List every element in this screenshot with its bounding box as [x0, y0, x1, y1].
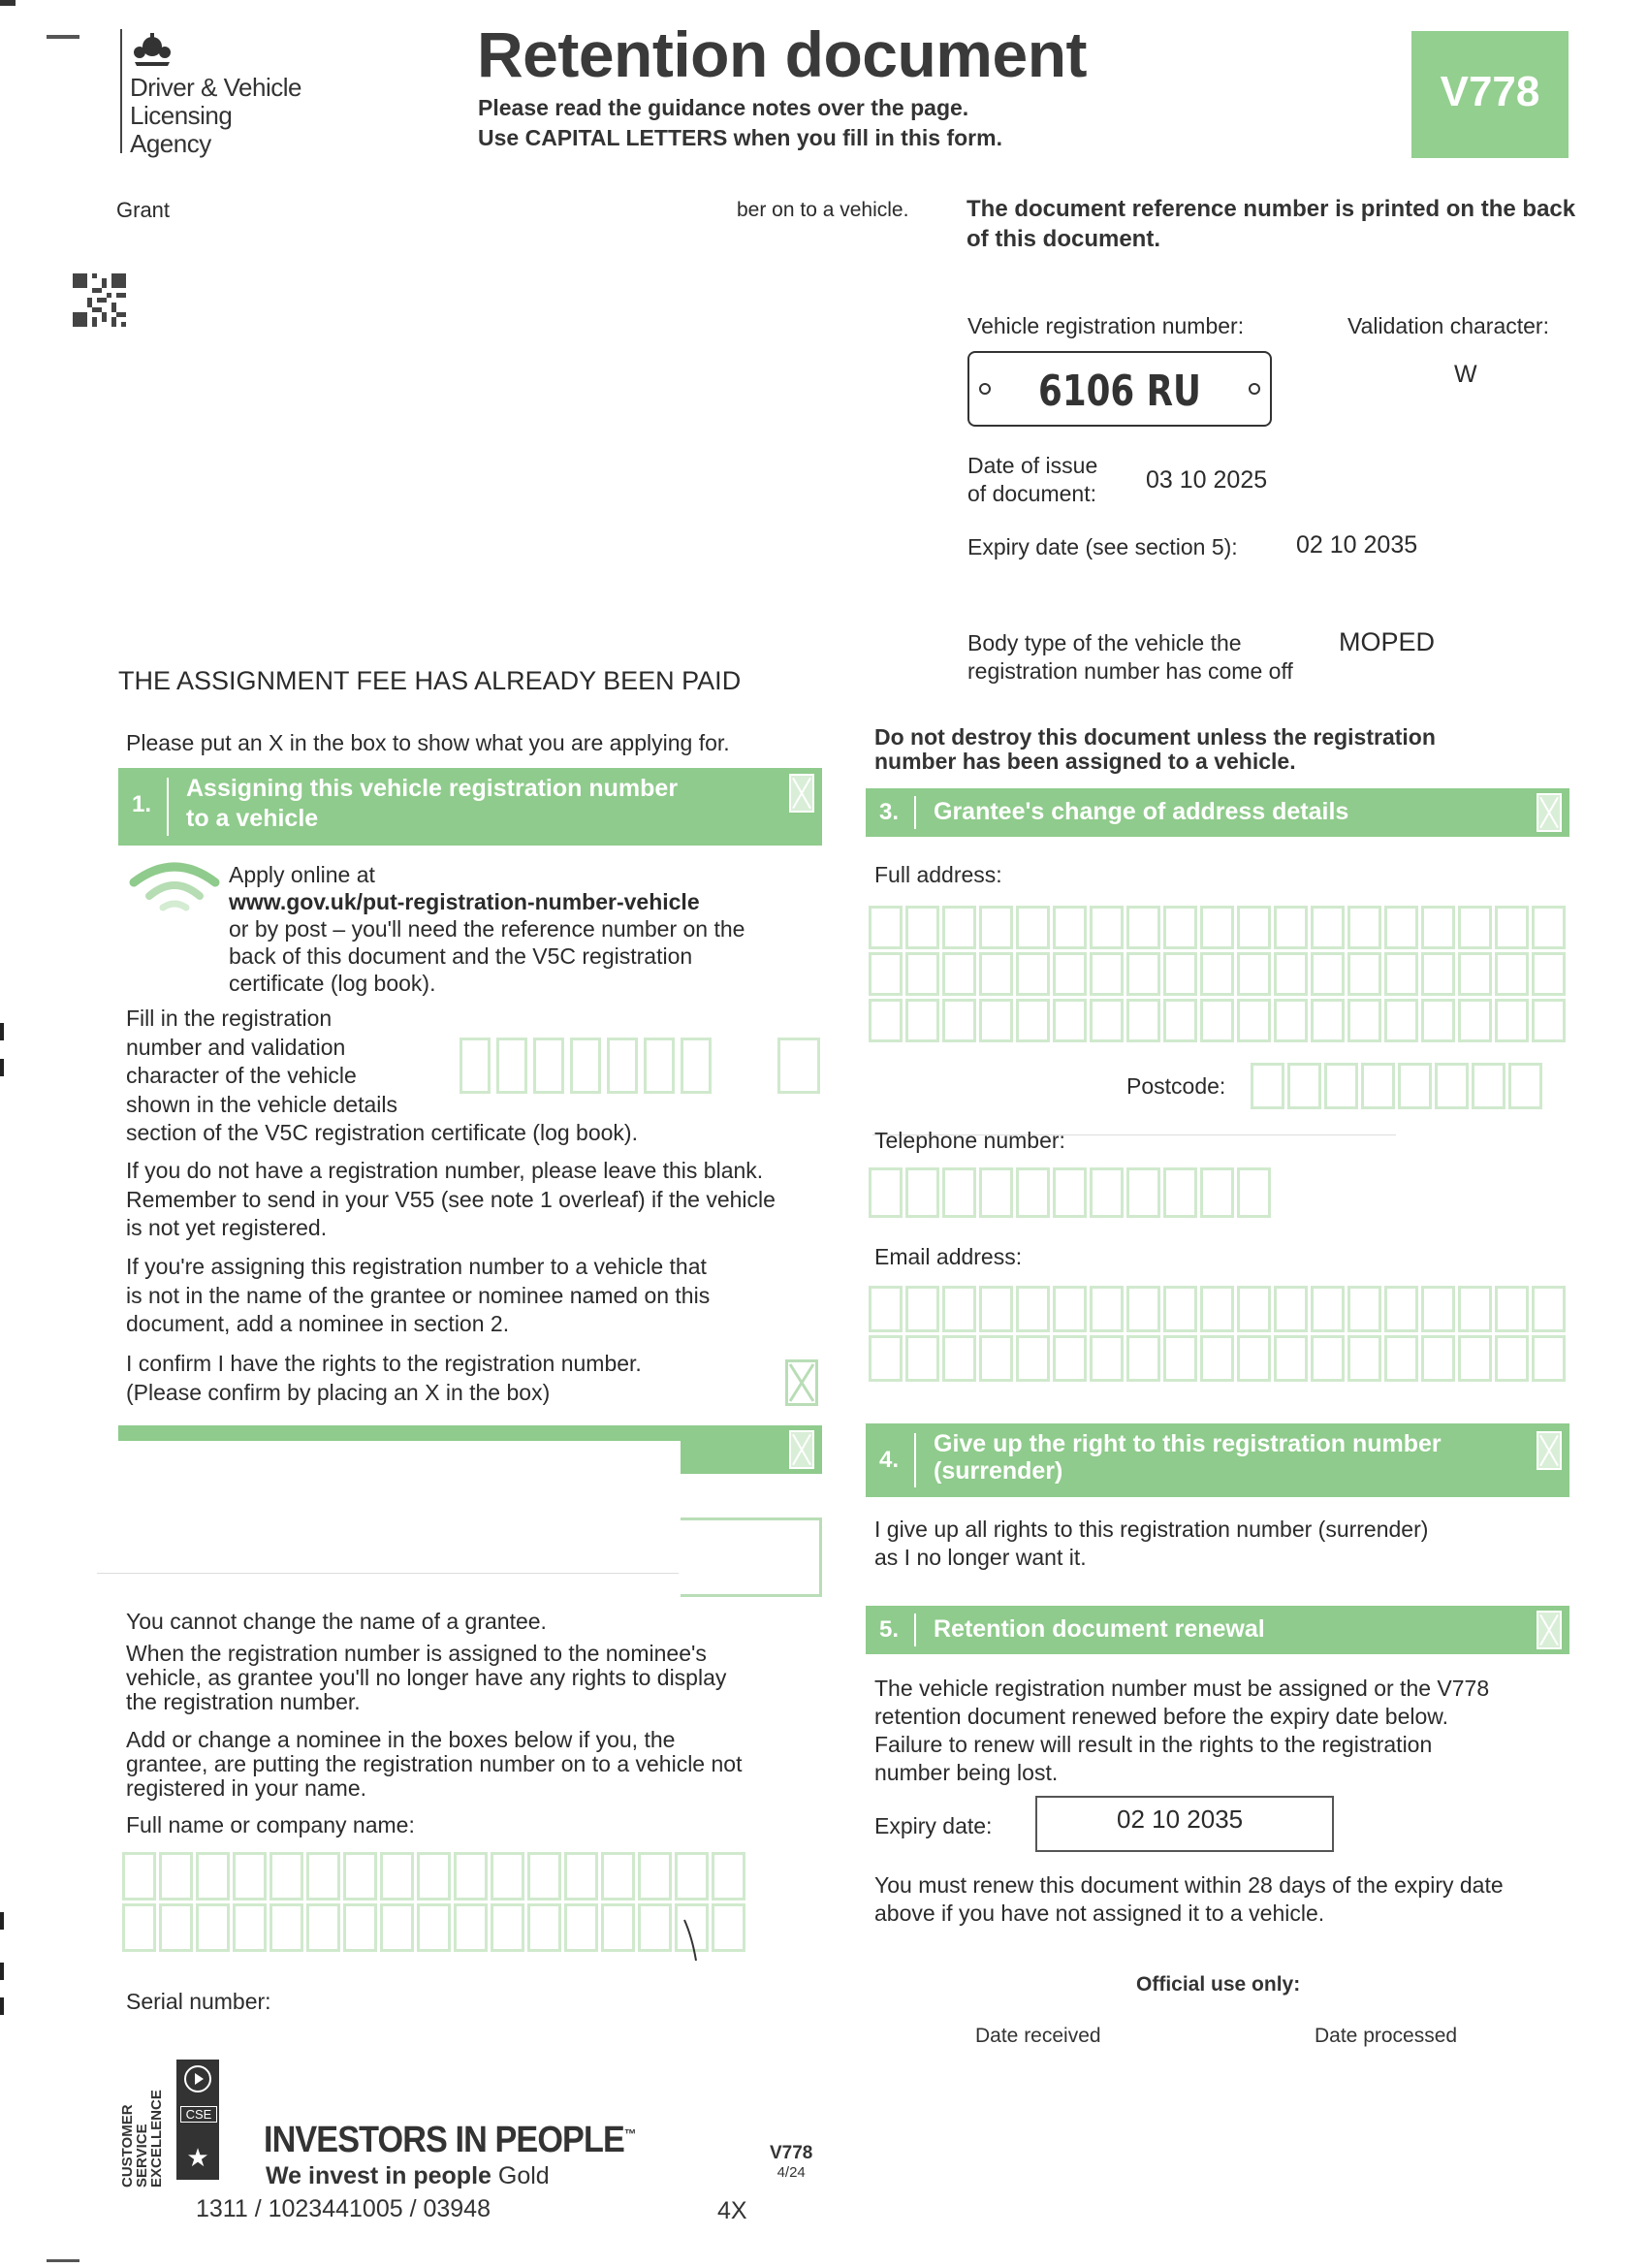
scan-edge-mark [47, 35, 79, 39]
name-char-box[interactable] [675, 1852, 709, 1901]
applying-instruction: Please put an X in the box to show what you are applying for. [126, 730, 730, 755]
address-char-box[interactable] [1384, 999, 1418, 1042]
phone-digit-box[interactable] [1016, 1167, 1050, 1218]
star-icon: ★ [186, 2143, 209, 2172]
email-char-box[interactable] [1458, 1286, 1492, 1332]
full-name-grid[interactable] [122, 1852, 745, 1952]
iip-subtitle: We invest in people Gold [266, 2162, 550, 2189]
pen-mark [682, 1918, 700, 1963]
name-char-box[interactable] [454, 1852, 488, 1901]
email-char-box[interactable] [1126, 1286, 1160, 1332]
address-char-box[interactable] [1126, 999, 1160, 1042]
name-char-box[interactable] [417, 1903, 451, 1952]
address-char-box[interactable] [905, 906, 939, 949]
section-title: Retention document renewal [934, 1615, 1265, 1643]
address-char-box[interactable] [1053, 999, 1087, 1042]
name-char-box[interactable] [122, 1903, 156, 1952]
scan-corner-mark [0, 0, 16, 6]
address-char-box[interactable] [1532, 999, 1566, 1042]
address-char-box[interactable] [869, 906, 903, 949]
email-char-box[interactable] [1126, 1335, 1160, 1382]
name-char-box[interactable] [601, 1852, 635, 1901]
validation-character: W [1454, 361, 1477, 388]
date-processed-label: Date processed [1315, 2025, 1458, 2047]
address-char-box[interactable] [1016, 952, 1050, 996]
section-number: 4. [879, 1447, 900, 1473]
email-char-box[interactable] [942, 1286, 976, 1332]
name-char-box[interactable] [638, 1903, 672, 1952]
email-label: Email address: [874, 1244, 1023, 1269]
address-char-box[interactable] [1090, 906, 1124, 949]
name-char-box[interactable] [343, 1852, 377, 1901]
email-char-box[interactable] [1347, 1335, 1381, 1382]
form-code: V778 [1440, 68, 1540, 115]
address-char-box[interactable] [905, 999, 939, 1042]
online-signal-icon [128, 859, 221, 915]
logo-divider [120, 29, 122, 153]
scan-edge-mark [0, 1963, 4, 1980]
email-char-box[interactable] [1163, 1286, 1197, 1332]
scan-edge-mark [47, 2259, 79, 2262]
name-char-box[interactable] [159, 1852, 193, 1901]
address-char-box[interactable] [1200, 906, 1234, 949]
email-char-box[interactable] [905, 1286, 939, 1332]
email-char-box[interactable] [1163, 1335, 1197, 1382]
full-name-label: Full name or company name: [126, 1812, 415, 1837]
section-2-checkbox[interactable] [789, 1430, 814, 1469]
email-char-box[interactable] [979, 1286, 1013, 1332]
serial-number-label: Serial number: [126, 1989, 271, 2014]
issue-date-label: Date of issue of document: [967, 453, 1098, 506]
postcode-label: Postcode: [1126, 1073, 1226, 1099]
name-char-box[interactable] [417, 1852, 451, 1901]
section-title: Give up the right to this registration number (surrender) [934, 1430, 1442, 1485]
section-1-checkbox[interactable] [789, 774, 814, 813]
no-registration-note: If you do not have a registration number, please leave this blank. Remember to send in your V55 (see note 1 overleaf) if the vehicle is not yet registered. [126, 1158, 776, 1240]
surrender-statement: I give up all rights to this registration number (surrender) as I no longer want it. [874, 1517, 1429, 1570]
email-char-box[interactable] [1237, 1335, 1271, 1382]
email-char-box[interactable] [905, 1335, 939, 1382]
telephone-label: Telephone number: [874, 1128, 1065, 1153]
section-title: Assigning this vehicle registration number to a vehicle [186, 775, 679, 832]
guidance-note: Please read the guidance notes over the page. [478, 95, 969, 120]
confirm-rights-checkbox[interactable] [785, 1359, 818, 1406]
reg-char-box[interactable] [570, 1038, 601, 1094]
must-renew-note: You must renew this document within 28 days of the expiry date above if you have not assigned it to a vehicle. [874, 1872, 1504, 1926]
name-char-box[interactable] [122, 1852, 156, 1901]
address-char-box[interactable] [1200, 952, 1234, 996]
name-char-box[interactable] [712, 1852, 745, 1901]
section-divider [914, 1433, 916, 1487]
do-not-destroy-note: Do not destroy this document unless the registration number has been assigned to a vehicle. [874, 724, 1436, 774]
name-char-box[interactable] [380, 1903, 414, 1952]
address-char-box[interactable] [1458, 952, 1492, 996]
name-char-box[interactable] [454, 1903, 488, 1952]
form-version: V778 4/24 [770, 2143, 813, 2181]
address-char-box[interactable] [1126, 952, 1160, 996]
address-char-box[interactable] [1311, 999, 1345, 1042]
iip-title: INVESTORS IN PEOPLE™ [264, 2120, 636, 2160]
add-nominee-note: Add or change a nominee in the boxes below if you, the grantee, are putting the registration number on to a vehicle not registered in your name. [126, 1727, 743, 1801]
address-char-box[interactable] [1200, 999, 1234, 1042]
address-char-box[interactable] [979, 999, 1013, 1042]
name-char-box[interactable] [306, 1852, 340, 1901]
email-char-box[interactable] [1421, 1335, 1455, 1382]
name-char-box[interactable] [269, 1903, 303, 1952]
confirm-rights-text: I confirm I have the rights to the registration number. (Please confirm by placing an X in the box) [126, 1351, 642, 1405]
section-title: Grantee's change of address details [934, 798, 1349, 825]
registration-plate [967, 351, 1272, 427]
postcode-char-box[interactable] [1435, 1063, 1469, 1109]
name-char-box[interactable] [196, 1852, 230, 1901]
address-char-box[interactable] [1421, 906, 1455, 949]
fee-paid-notice: THE ASSIGNMENT FEE HAS ALREADY BEEN PAID [118, 666, 742, 695]
email-char-box[interactable] [1421, 1286, 1455, 1332]
dvla-crest-icon [129, 33, 175, 70]
reg-char-box[interactable] [644, 1038, 675, 1094]
official-use-heading: Official use only: [1136, 1973, 1301, 1996]
address-char-box[interactable] [1163, 906, 1197, 949]
registration-input-grid[interactable] [460, 1038, 712, 1094]
address-char-box[interactable] [1274, 952, 1308, 996]
address-char-box[interactable] [1237, 999, 1271, 1042]
email-char-box[interactable] [1200, 1286, 1234, 1332]
name-char-box[interactable] [564, 1852, 598, 1901]
fold-line [97, 1573, 679, 1574]
section-divider [167, 778, 169, 836]
email-char-box[interactable] [1016, 1286, 1050, 1332]
email-char-box[interactable] [1053, 1335, 1087, 1382]
reference-note: The document reference number is printed on the back of this document. [967, 196, 1576, 252]
name-char-box[interactable] [343, 1903, 377, 1952]
email-char-box[interactable] [869, 1335, 903, 1382]
phone-digit-box[interactable] [1200, 1167, 1234, 1218]
address-char-box[interactable] [1053, 906, 1087, 949]
play-icon [184, 2065, 211, 2092]
cse-logo [176, 2060, 219, 2180]
postcode-grid[interactable] [1251, 1063, 1542, 1109]
address-char-box[interactable] [979, 952, 1013, 996]
email-char-box[interactable] [1016, 1335, 1050, 1382]
validation-char-box[interactable] [777, 1038, 820, 1094]
email-char-box[interactable] [942, 1335, 976, 1382]
name-char-box[interactable] [491, 1903, 524, 1952]
address-char-box[interactable] [1421, 999, 1455, 1042]
reg-char-box[interactable] [496, 1038, 527, 1094]
section-3-header [866, 788, 1569, 837]
email-char-box[interactable] [979, 1335, 1013, 1382]
phone-digit-box[interactable] [1237, 1167, 1271, 1218]
postcode-char-box[interactable] [1398, 1063, 1432, 1109]
phone-digit-box[interactable] [869, 1167, 903, 1218]
address-char-box[interactable] [1016, 906, 1050, 949]
section-number: 3. [879, 799, 900, 825]
vehicle-fragment: ber on to a vehicle. [737, 199, 909, 221]
address-char-box[interactable] [1237, 906, 1271, 949]
email-char-box[interactable] [1090, 1335, 1124, 1382]
date-received-label: Date received [975, 2025, 1101, 2047]
reg-char-box[interactable] [681, 1038, 712, 1094]
body-type-label: Body type of the vehicle the registration number has come off [967, 630, 1293, 684]
phone-digit-box[interactable] [1126, 1167, 1160, 1218]
address-char-box[interactable] [1458, 906, 1492, 949]
document-reference: 1311 / 1023441005 / 03948 [196, 2195, 491, 2222]
scan-edge-mark [0, 1997, 4, 2015]
nominee-note: If you're assigning this registration number to a vehicle that is not in the name of the grantee or nominee named on this document, add a nominee in section 2. [126, 1254, 711, 1336]
qr-code-icon [73, 273, 126, 327]
name-char-box[interactable] [306, 1903, 340, 1952]
name-char-box[interactable] [601, 1903, 635, 1952]
address-char-box[interactable] [1311, 952, 1345, 996]
address-char-box[interactable] [942, 952, 976, 996]
name-char-box[interactable] [638, 1852, 672, 1901]
section-divider [914, 1613, 916, 1646]
address-char-box[interactable] [1126, 906, 1160, 949]
name-char-box[interactable] [491, 1852, 524, 1901]
body-type: MOPED [1339, 627, 1436, 656]
address-char-box[interactable] [905, 952, 939, 996]
address-char-box[interactable] [1384, 952, 1418, 996]
nominee-assigned-note: When the registration number is assigned to the nominee's vehicle, as grantee you'll no longer have any rights to display the registration number. [126, 1641, 727, 1714]
email-char-box[interactable] [1384, 1335, 1418, 1382]
address-char-box[interactable] [1237, 952, 1271, 996]
name-char-box[interactable] [527, 1852, 561, 1901]
address-char-box[interactable] [1532, 952, 1566, 996]
section-5-checkbox[interactable] [1537, 1611, 1562, 1649]
email-char-box[interactable] [1311, 1335, 1345, 1382]
name-char-box[interactable] [233, 1903, 267, 1952]
apply-url-link[interactable]: www.gov.uk/put-registration-number-vehicle [229, 889, 700, 914]
address-char-box[interactable] [1532, 906, 1566, 949]
address-char-box[interactable] [1495, 906, 1529, 949]
address-char-box[interactable] [1163, 999, 1197, 1042]
address-char-box[interactable] [1090, 952, 1124, 996]
section-5-header [866, 1606, 1569, 1654]
nominee-box[interactable] [681, 1517, 822, 1597]
cse-label: CUSTOMER SERVICE EXCELLENCE [119, 2090, 165, 2188]
name-char-box[interactable] [380, 1852, 414, 1901]
name-char-box[interactable] [269, 1852, 303, 1901]
address-char-box[interactable] [1274, 999, 1308, 1042]
registration-number: 6106 RU [1038, 367, 1201, 416]
print-code: 4X [717, 2197, 747, 2224]
name-char-box[interactable] [527, 1903, 561, 1952]
email-char-box[interactable] [1495, 1335, 1529, 1382]
redaction-cover [97, 1441, 681, 1606]
reg-char-box[interactable] [607, 1038, 638, 1094]
phone-digit-box[interactable] [905, 1167, 939, 1218]
address-char-box[interactable] [942, 906, 976, 949]
address-char-box[interactable] [1163, 952, 1197, 996]
address-char-box[interactable] [1458, 999, 1492, 1042]
email-char-box[interactable] [1311, 1286, 1345, 1332]
email-char-box[interactable] [1347, 1286, 1381, 1332]
scan-edge-mark [0, 1023, 4, 1040]
phone-digit-box[interactable] [979, 1167, 1013, 1218]
email-char-box[interactable] [869, 1286, 903, 1332]
email-char-box[interactable] [1532, 1335, 1566, 1382]
email-char-box[interactable] [1458, 1335, 1492, 1382]
section-3-checkbox[interactable] [1537, 793, 1562, 832]
section-4-header [866, 1423, 1569, 1497]
address-char-box[interactable] [1347, 906, 1381, 949]
address-char-box[interactable] [1384, 906, 1418, 949]
capitals-note: Use CAPITAL LETTERS when you fill in this form. [478, 125, 1002, 150]
renewal-statement: The vehicle registration number must be assigned or the V778 retention document renewed before the expiry date below. Failure to renew will result in the rights to the registration number being lost. [874, 1676, 1490, 1785]
email-char-box[interactable] [1090, 1286, 1124, 1332]
scan-edge-mark [0, 1059, 4, 1076]
address-char-box[interactable] [1347, 952, 1381, 996]
validation-label: Validation character: [1347, 313, 1549, 338]
postcode-char-box[interactable] [1472, 1063, 1505, 1109]
section-number: 1. [132, 791, 152, 817]
email-char-box[interactable] [1274, 1335, 1308, 1382]
email-char-box[interactable] [1237, 1286, 1271, 1332]
document-title: Retention document [477, 18, 1087, 90]
email-char-box[interactable] [1384, 1286, 1418, 1332]
email-grid[interactable] [869, 1286, 1566, 1382]
postcode-char-box[interactable] [1251, 1063, 1284, 1109]
grantee-fragment: Grant [116, 198, 171, 222]
address-char-box[interactable] [979, 906, 1013, 949]
section-divider [914, 796, 916, 829]
email-char-box[interactable] [1200, 1335, 1234, 1382]
expiry-date: 02 10 2035 [1296, 531, 1418, 559]
email-char-box[interactable] [1495, 1286, 1529, 1332]
reg-char-box[interactable] [460, 1038, 491, 1094]
name-char-box[interactable] [564, 1903, 598, 1952]
expiry-date-label: Expiry date (see section 5): [967, 534, 1238, 559]
agency-name: Driver & Vehicle Licensing Agency [130, 73, 301, 158]
address-char-box[interactable] [1421, 952, 1455, 996]
address-char-box[interactable] [869, 952, 903, 996]
address-char-box[interactable] [1053, 952, 1087, 996]
address-char-box[interactable] [869, 999, 903, 1042]
email-char-box[interactable] [1053, 1286, 1087, 1332]
name-char-box[interactable] [712, 1903, 745, 1952]
address-char-box[interactable] [942, 999, 976, 1042]
address-char-box[interactable] [1016, 999, 1050, 1042]
reg-number-label: Vehicle registration number: [967, 313, 1245, 338]
renewal-expiry-date: 02 10 2035 [1117, 1805, 1244, 1834]
reg-char-box[interactable] [533, 1038, 564, 1094]
fill-in-instructions: Fill in the registration number and validation character of the vehicle shown in the vehicle details section of the V5C registration certificate (log book). [126, 1006, 638, 1145]
section-4-checkbox[interactable] [1537, 1431, 1562, 1470]
cannot-change-grantee: You cannot change the name of a grantee. [126, 1609, 547, 1634]
telephone-grid[interactable] [869, 1167, 1271, 1218]
renewal-expiry-label: Expiry date: [874, 1813, 993, 1838]
postcode-char-box[interactable] [1287, 1063, 1321, 1109]
cse-badge: CSE [180, 2106, 217, 2123]
section-1-header [118, 768, 822, 846]
address-char-box[interactable] [1274, 906, 1308, 949]
phone-digit-box[interactable] [1163, 1167, 1197, 1218]
issue-date: 03 10 2025 [1146, 466, 1268, 494]
apply-online-text: Apply online at www.gov.uk/put-registration-number-vehicle or by post – you'll need the reference number on the back of this document and the V5C registration certificate (log book). [229, 862, 745, 996]
name-char-box[interactable] [233, 1852, 267, 1901]
phone-digit-box[interactable] [1053, 1167, 1087, 1218]
postcode-char-box[interactable] [1324, 1063, 1358, 1109]
phone-digit-box[interactable] [1090, 1167, 1124, 1218]
address-char-box[interactable] [1347, 999, 1381, 1042]
full-address-label: Full address: [874, 862, 1002, 887]
name-char-box[interactable] [159, 1903, 193, 1952]
address-char-box[interactable] [1311, 906, 1345, 949]
address-grid[interactable] [869, 906, 1566, 1042]
email-char-box[interactable] [1274, 1286, 1308, 1332]
address-char-box[interactable] [1495, 999, 1529, 1042]
name-char-box[interactable] [196, 1903, 230, 1952]
scan-edge-mark [0, 1912, 4, 1930]
postcode-char-box[interactable] [1361, 1063, 1395, 1109]
address-char-box[interactable] [1090, 999, 1124, 1042]
phone-digit-box[interactable] [942, 1167, 976, 1218]
address-char-box[interactable] [1495, 952, 1529, 996]
section-number: 5. [879, 1616, 900, 1643]
email-char-box[interactable] [1532, 1286, 1566, 1332]
postcode-char-box[interactable] [1508, 1063, 1542, 1109]
